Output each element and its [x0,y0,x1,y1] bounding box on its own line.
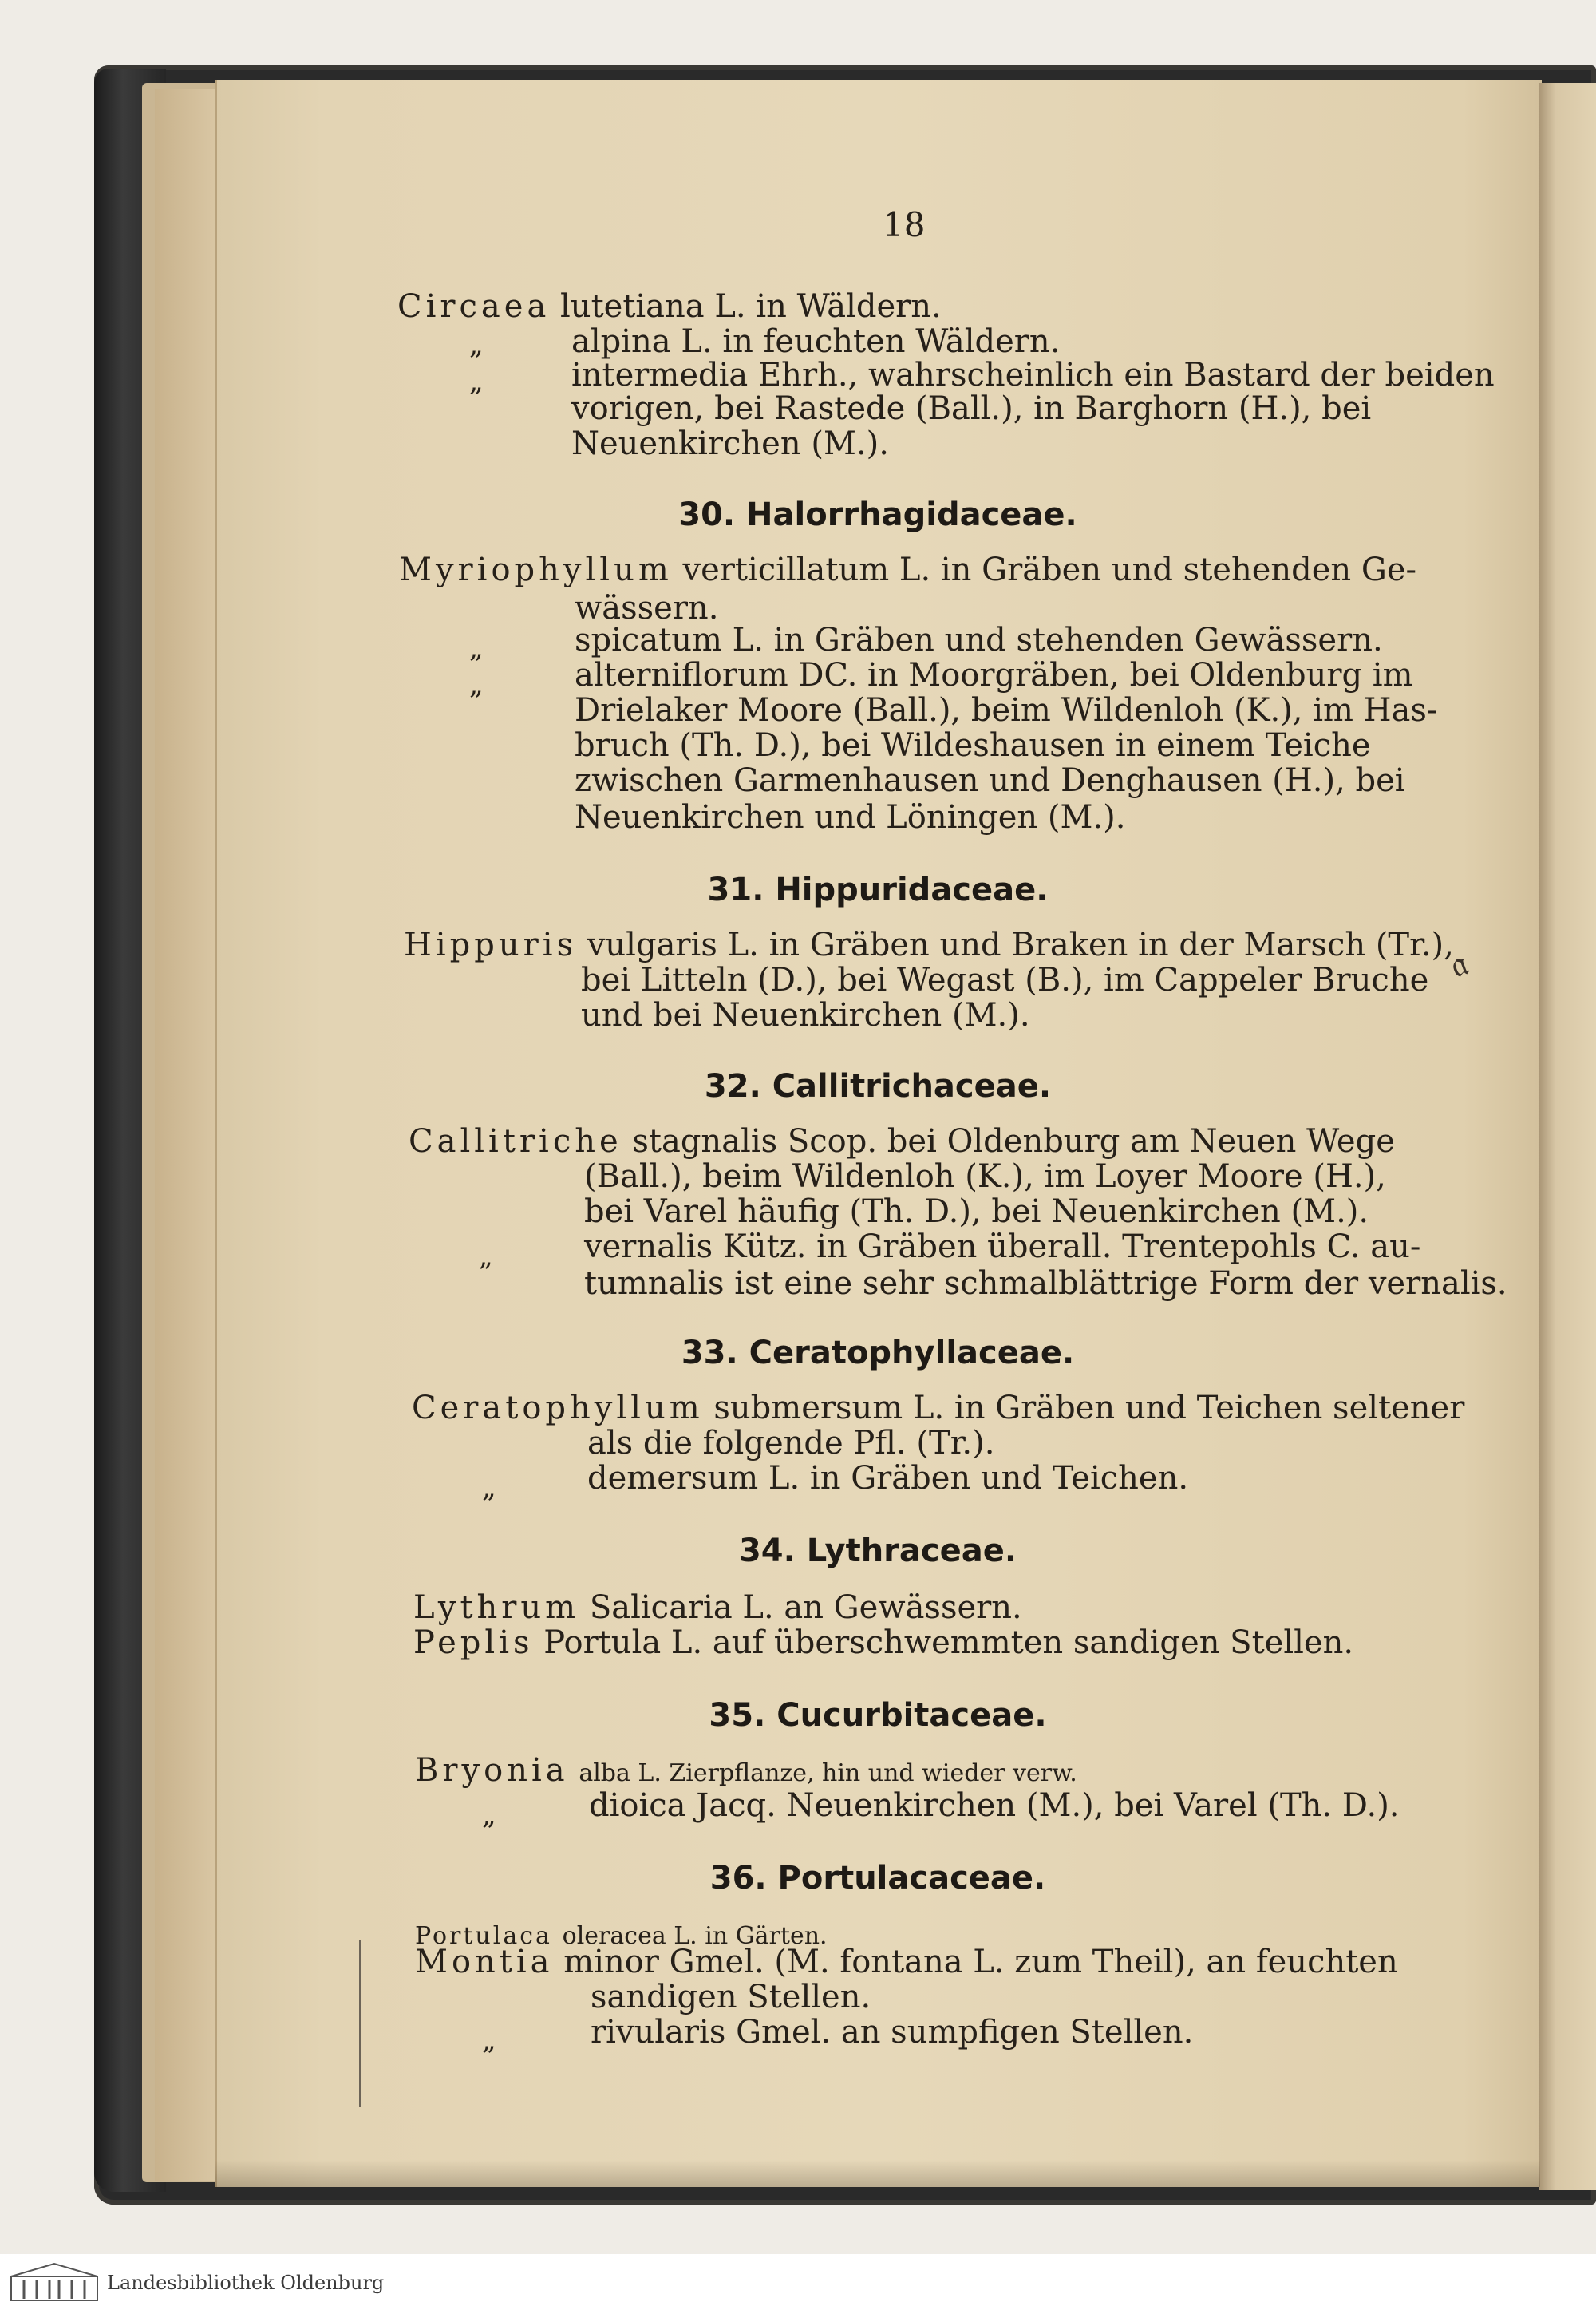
entry-line: Drielaker Moore (Ball.), beim Wildenloh (K.), im Has- [575,692,1438,729]
ditto-mark: „ [482,2024,496,2056]
library-name: Landesbibliothek Oldenburg [107,2272,385,2294]
entry-text: stagnalis Scop. bei Oldenburg am Neuen Wege [632,1123,1395,1160]
ditto-mark: „ [482,1799,496,1831]
family-heading: 35. Cucurbitaceae. [709,1697,1047,1734]
entry-line: alterniflorum DC. in Moorgräben, bei Oldenburg im [575,657,1413,694]
genus-name: Bryonia [415,1752,569,1789]
genus-name: Callitriche [409,1123,622,1160]
entry-text: minor Gmel. (M. fontana L. zum Theil), an feuchten [563,1944,1398,1980]
entry-montia [415,1944,1398,1980]
entry-callitriche [409,1124,1395,1159]
entry-line: (Ball.), beim Wildenloh (K.), im Loyer Moore (H.), [584,1158,1386,1195]
entry-text: Portula L. auf überschwemmten sandigen Stellen. [543,1624,1354,1661]
entry-hippuris [404,928,1454,963]
entry-line: als die folgende Pfl. (Tr.). [587,1425,995,1462]
entry-circaea [397,289,942,324]
entry-line: rivularis Gmel. an sumpfigen Stellen. [591,2014,1194,2051]
entry-myriophyllum [399,552,1416,587]
ditto-mark: „ [479,1240,493,1272]
entry-line: und bei Neuenkirchen (M.). [581,997,1030,1034]
ditto-mark: „ [469,366,484,398]
entry-line: intermedia Ehrh., wahrscheinlich ein Bastard der beiden [571,357,1495,394]
genus-name: Lythrum [413,1589,580,1626]
entry-line: tumnalis ist eine sehr schmalblättrige Form der vernalis. [584,1265,1507,1302]
entry-text: lutetiana L. in Wäldern. [560,288,942,325]
genus-name: Portulaca [415,1922,552,1950]
family-heading: 33. Ceratophyllaceae. [681,1335,1075,1371]
entry-text: vulgaris L. in Gräben und Braken in der Marsch (Tr.), [587,927,1454,963]
entry-line: alpina L. in feuchten Wäldern. [571,323,1061,360]
pencil-mark [359,1940,361,2107]
family-heading: 31. Hippuridaceae. [707,872,1049,908]
margin-mark: 𝔞 [1444,940,1474,987]
ditto-mark: „ [469,669,484,701]
ditto-mark: „ [482,1472,496,1504]
genus-name: Circaea [397,288,551,325]
entry-lythrum [413,1590,1022,1625]
genus-name: Montia [415,1944,554,1980]
entry-ceratophyllum [412,1390,1464,1426]
entry-peplis [413,1625,1353,1660]
entry-line: vernalis Kütz. in Gräben überall. Trentepohls C. au- [584,1228,1421,1265]
entry-text: Salicaria L. an Gewässern. [589,1589,1022,1626]
genus-name: Hippuris [404,927,578,963]
genus-name: Ceratophyllum [412,1390,704,1426]
facing-page-edge [1539,83,1596,2190]
entry-line: vorigen, bei Rastede (Ball.), in Barghorn (H.), bei [571,390,1372,427]
ditto-mark: „ [469,632,484,664]
entry-line: sandigen Stellen. [591,1979,871,2015]
family-heading: 36. Portulacaceae. [709,1860,1046,1897]
entry-line: Neuenkirchen (M.). [571,425,889,462]
genus-name: Myriophyllum [399,552,673,588]
entry-line: spicatum L. in Gräben und stehenden Gewässern. [575,622,1383,659]
page-number: 18 [883,205,926,244]
family-heading: 34. Lythraceae. [738,1533,1017,1569]
library-logo-icon [10,2262,99,2302]
entry-line: dioica Jacq. Neuenkirchen (M.), bei Varel (Th. D.). [589,1787,1400,1824]
entry-line: bruch (Th. D.), bei Wildeshausen in einem Teiche [575,727,1371,764]
family-heading: 30. Halorrhagidaceae. [678,496,1077,533]
entry-text: alba L. Zierpflanze, hin und wieder verw. [579,1759,1077,1787]
family-heading: 32. Callitrichaceae. [704,1068,1052,1105]
ditto-mark: „ [469,329,484,361]
page-bottom-shadow [215,2160,1540,2187]
entry-line: bei Varel häufig (Th. D.), bei Neuenkirchen (M.). [584,1193,1369,1230]
entry-line: demersum L. in Gräben und Teichen. [587,1460,1189,1497]
entry-line: bei Litteln (D.), bei Wegast (B.), im Cappeler Bruche [581,962,1429,999]
entry-text: submersum L. in Gräben und Teichen seltener [713,1390,1465,1426]
entry-line: zwischen Garmenhausen und Denghausen (H.), bei [575,762,1405,799]
entry-bryonia [415,1753,1077,1791]
genus-name: Peplis [413,1624,534,1661]
entry-line: wässern. [575,590,719,627]
entry-line: Neuenkirchen und Löningen (M.). [575,799,1126,836]
entry-text: oleracea L. in Gärten. [562,1922,828,1950]
entry-text: verticillatum L. in Gräben und stehenden Ge- [682,552,1417,588]
